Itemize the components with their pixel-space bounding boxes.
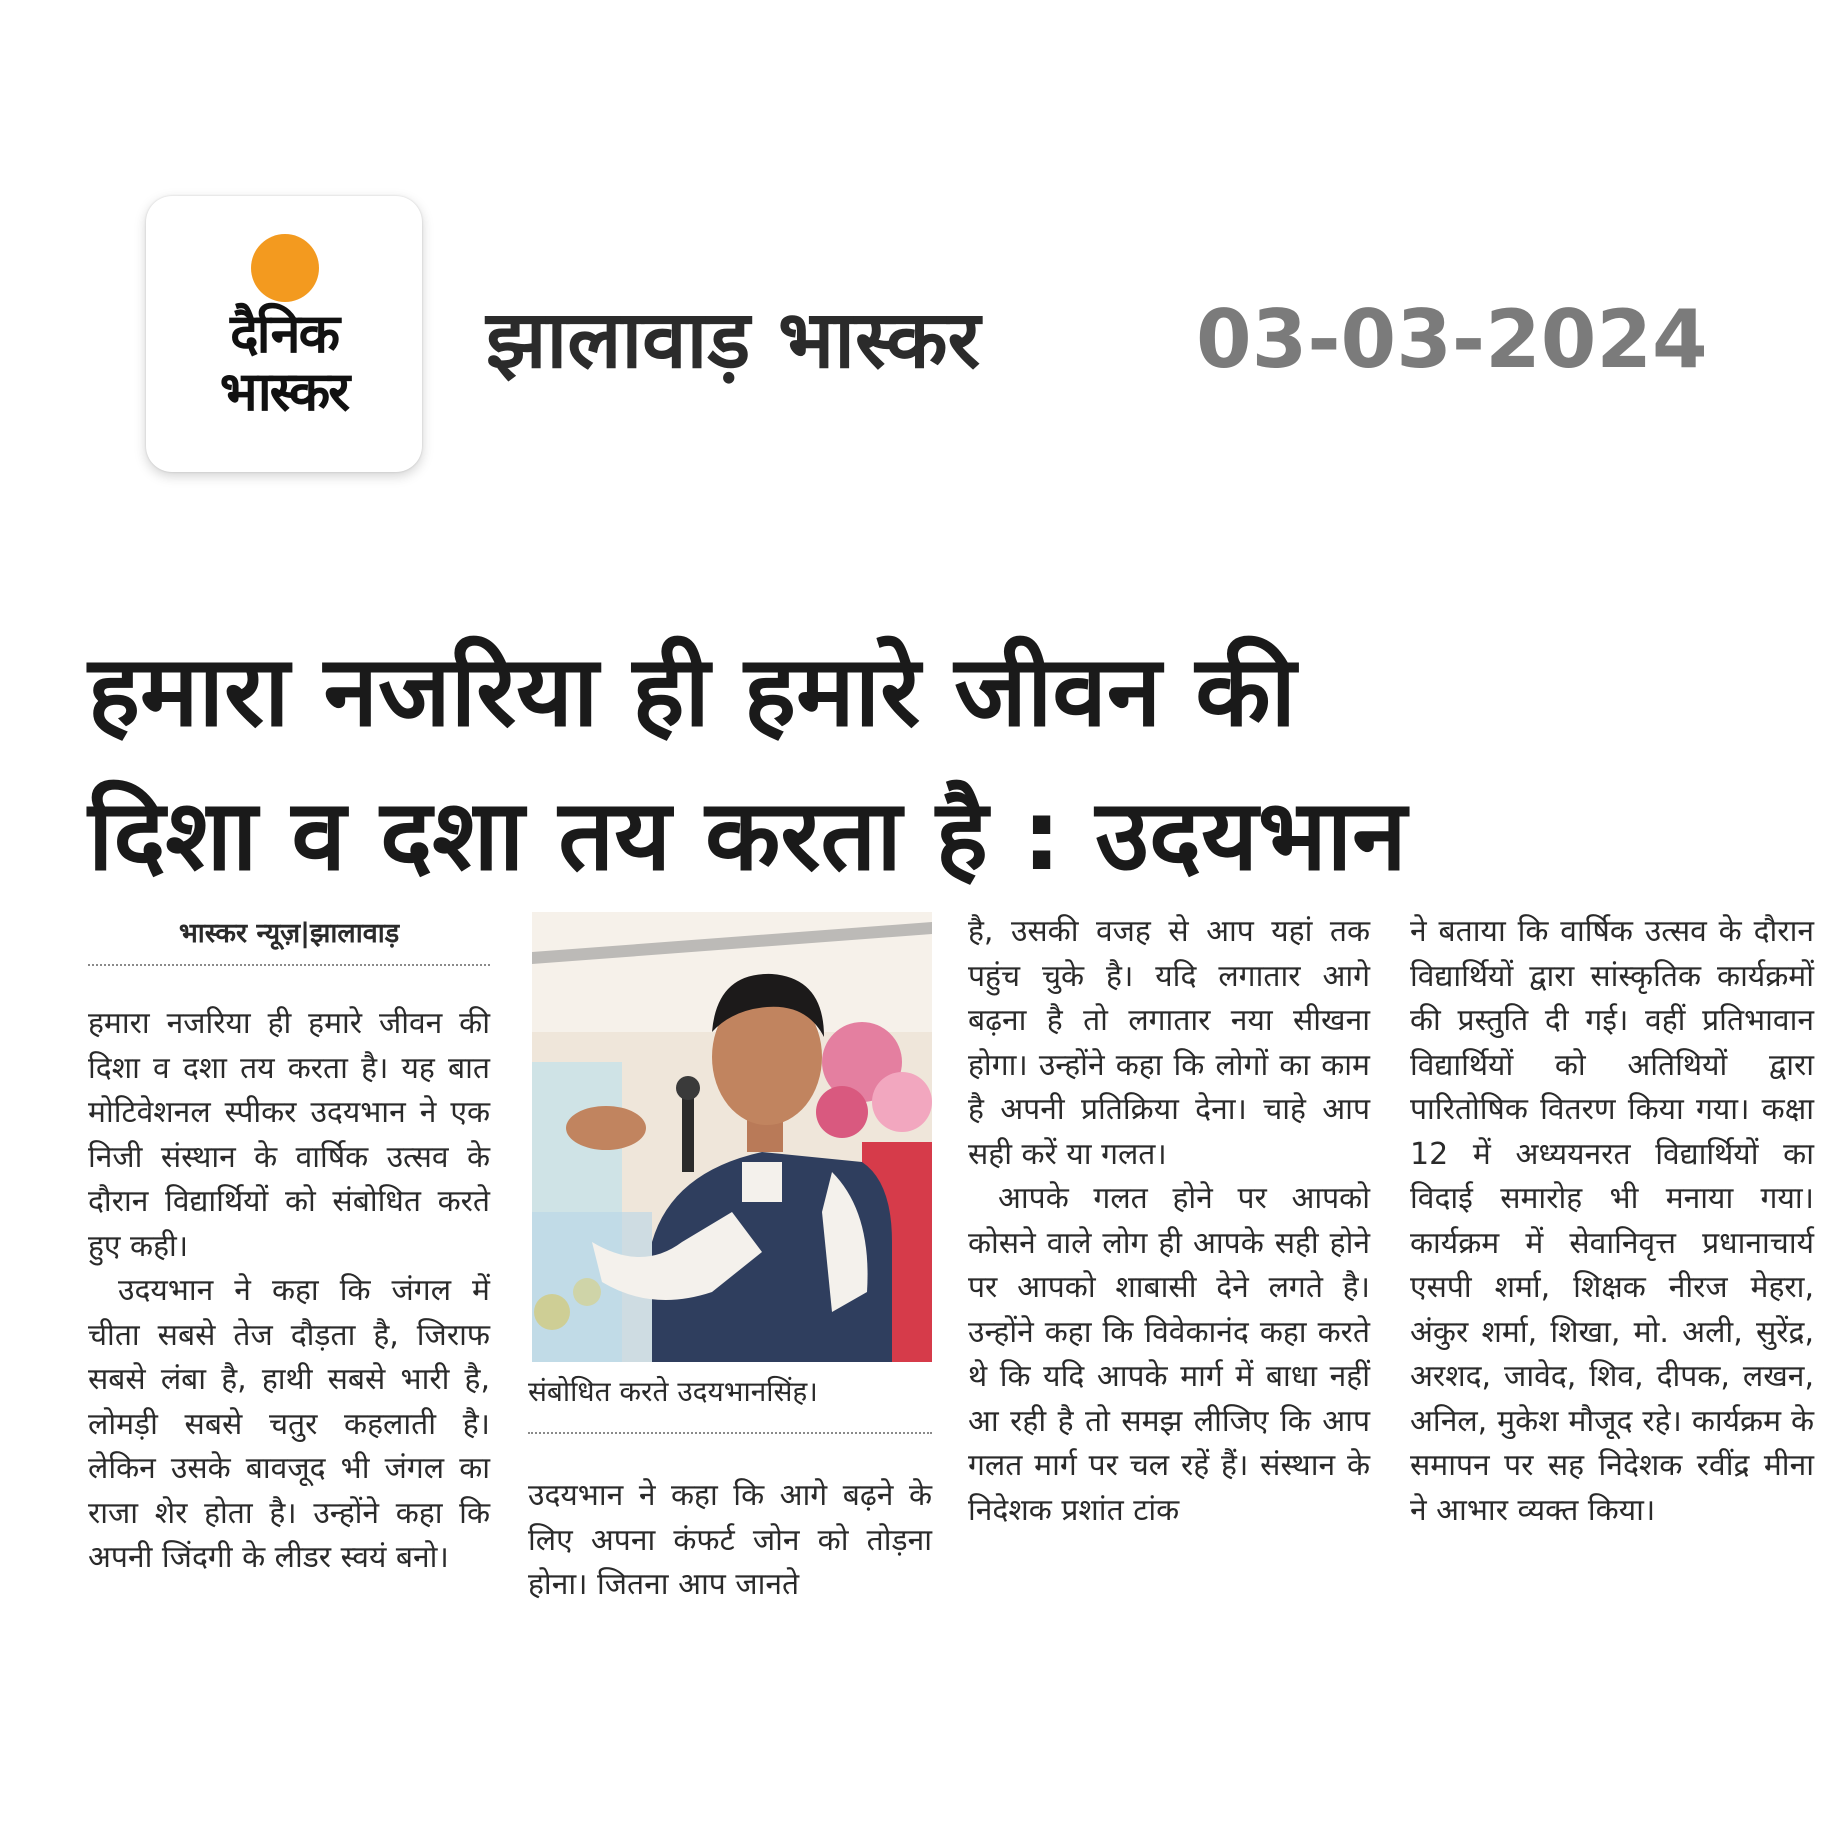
edition-title: झालावाड़ भास्कर (486, 293, 981, 386)
byline: भास्कर न्यूज़|झालावाड़ (178, 918, 400, 949)
paragraph: आपके गलत होने पर आपको कोसने वाले लोग ही आपके सही होने पर आपको शाबासी देने लगते है। उन्होंने कहा कि विवेकानंद कहा करते थे कि यदि आपके मार्ग में बाधा नहीं आ रही है तो समझ लीजिए कि आप गलत मार्ग पर चल रहें हैं। संस्थान के निदेशक प्रशांत टांक (968, 1181, 1370, 1528)
article-column-2 (528, 1474, 932, 1608)
paragraph: हमारा नजरिया ही हमारे जीवन की दिशा व दशा तय करता है। यह बात मोटिवेशनल स्पीकर उदयभान ने एक निजी संस्थान के वार्षिक उत्सव के दौरान विद्यार्थियों को संबोधित करते हुए कही। (88, 1006, 490, 1264)
newspaper-logo (146, 196, 422, 472)
article-headline (88, 620, 1788, 908)
article-column-3 (968, 910, 1370, 1533)
paragraph: है, उसकी वजह से आप यहां तक पहुंच चुके है। यदि लगातार आगे बढ़ना है तो लगातार नया सीखना होगा। उन्होंने कहा कि लोगों का काम है अपनी प्रतिक्रिया देना। चाहे आप सही करें या गलत। (968, 914, 1370, 1172)
paragraph: उदयभान ने कहा कि आगे बढ़ने के लिए अपना कंफर्ट जोन को तोड़ना होना। जितना आप जानते (528, 1478, 932, 1602)
speaker-photo (532, 912, 932, 1362)
caption-divider (528, 1432, 932, 1434)
logo-text-line2: भास्कर (219, 360, 349, 423)
speaker-photo-illustration (532, 912, 932, 1362)
paragraph: ने बताया कि वार्षिक उत्सव के दौरान विद्यार्थियों द्वारा सांस्कृतिक कार्यक्रमों की प्रस्तुति दी गई। वहीं प्रतिभावान विद्यार्थियों को अतिथियों द्वारा पारितोषिक वितरण किया गया। कक्षा 12 में अध्ययनरत विद्यार्थियों का विदाई समारोह भी मनाया गया। कार्यक्रम में सेवानिवृत्त प्रधानाचार्य एसपी शर्मा, शिक्षक नीरज मेहरा, अंकुर शर्मा, शिखा, मो. अली, सुरेंद्र, अरशद, जावेद, शिव, दीपक, लखन, अनिल, मुकेश मौजूद रहे। कार्यक्रम के समापन पर सह निदेशक रवींद्र मीना ने आभार व्यक्त किया। (1410, 914, 1814, 1528)
headline-line2: दिशा व दशा तय करता है : उदयभान (88, 779, 1407, 893)
photo-caption: संबोधित करते उदयभानसिंह। (528, 1375, 818, 1408)
article-column-4 (1410, 910, 1814, 1533)
article-column-1 (88, 1002, 490, 1581)
edition-date: 03-03-2024 (1196, 293, 1708, 386)
byline-divider (88, 964, 490, 966)
paragraph: उदयभान ने कहा कि जंगल में चीता सबसे तेज दौड़ता है, जिराफ सबसे लंबा है, हाथी सबसे भारी है, लोमड़ी सबसे चतुर कहलाती है। लेकिन उसके बावजूद भी जंगल का राजा शेर होता है। उन्होंने कहा कि अपनी जिंदगी के लीडर स्वयं बनो। (88, 1273, 490, 1575)
logo-text-line1: दैनिक (229, 302, 339, 365)
sun-icon (251, 234, 319, 302)
headline-line1: हमारा नजरिया ही हमारे जीवन की (88, 635, 1297, 749)
